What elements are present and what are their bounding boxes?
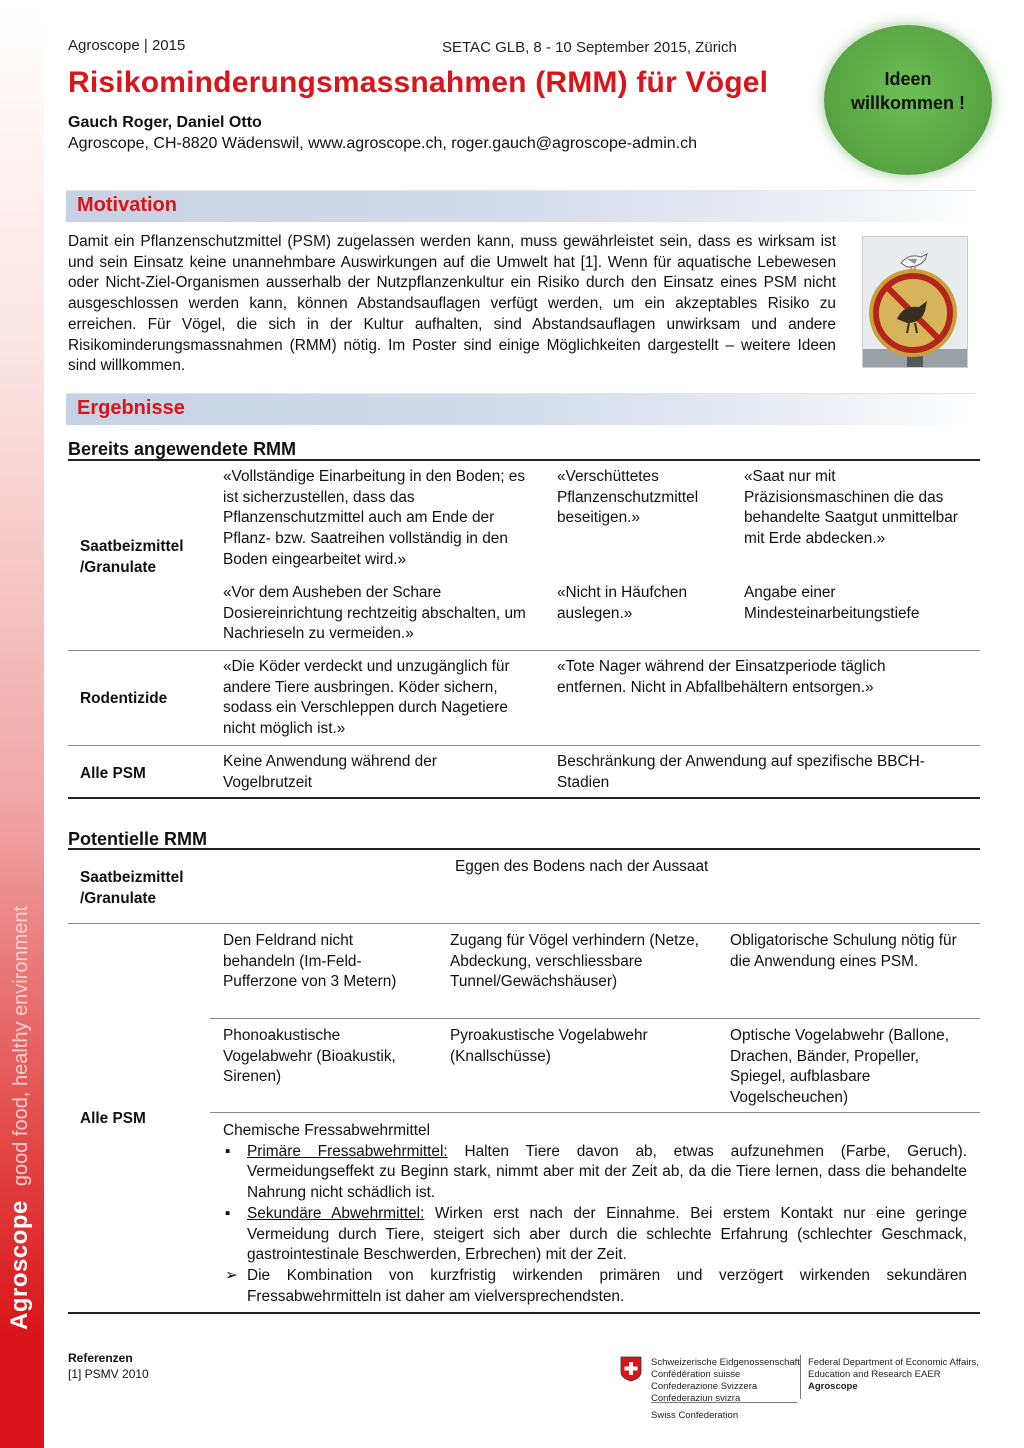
potential-r2a: Phonoakustische Vogelabwehr (Bioakustik, Sirenen) [223, 1027, 396, 1086]
publisher-line: Agroscope | 2015 [68, 37, 186, 54]
applied-seed-label: Saatbeizmittel /Granulate [80, 538, 184, 576]
square-bullet-icon: ▪ [225, 1142, 231, 1160]
applied-rule-bottom [68, 797, 980, 799]
ideas-welcome-badge [824, 25, 992, 175]
secondary-text: Wirken erst nach der Einnahme. Bei erstem Kontakt nur eine geringe Vermeidung durch Tiere, steigert sich aber durch die schlechte Erfahrung (schlechter Geschmack, gastrointestinale Beschwerden, Erbrechen) mit der Zeit. [247, 1204, 967, 1264]
confederation-it: Confederazione Svizzera [651, 1381, 758, 1392]
applied-seed-1c: «Saat nur mit Präzisionsmaschinen die das behandelte Saatgut unmittelbar mit Erde abdecken.» [744, 468, 958, 548]
no-birds-sign-photo [862, 236, 968, 368]
confederation-names [651, 1357, 800, 1405]
section-motivation-band [66, 190, 976, 222]
potential-rule-top [68, 848, 980, 850]
applied-rule-2 [68, 745, 980, 746]
section-results-heading: Ergebnisse [77, 397, 185, 419]
page-title: Risikominderungsmassnahmen (RMM) für Vögel [68, 66, 769, 99]
department [808, 1357, 979, 1393]
potential-seed-a: Eggen des Bodens nach der Aussaat [455, 858, 709, 875]
applied-rod-b: «Tote Nager während der Einsatzperiode täglich entfernen. Nicht in Abfallbehältern entsorgen.» [557, 658, 886, 696]
applied-rod-label: Rodentizide [80, 690, 168, 707]
authors: Gauch Roger, Daniel Otto [68, 114, 262, 131]
section-motivation-heading: Motivation [77, 194, 177, 216]
potential-r2b: Pyroakustische Vogelabwehr (Knallschüsse) [450, 1027, 648, 1065]
potential-r1c: Obligatorische Schulung nötig für die Anwendung eines PSM. [730, 932, 957, 970]
motivation-text: Damit ein Pflanzenschutzmittel (PSM) zugelassen werden kann, muss gewährleistet sein, dass es wirksam ist und sein Einsatz keine unannehmbare Auswirkungen auf die Umwelt hat [1]. Wenn für aquatische Lebewesen oder Nicht-Ziel-Organismen ausserhalb der Nutzpflanzenkultur ein Risiko durch den Einsatz eines PSM nicht ausgeschlossen werden kann, können Abstandsauflagen verfügt werden, um ein akzeptables Risiko zu erreichen. Für Vögel, die sich in der Kultur aufhalten, sind Abstandsauflagen unwirksam und andere Risikominderungsmassnahmen (RMM) nötig. Im Poster sind einige Möglichkeiten dargestellt – weitere Ideen sind willkommen. [68, 233, 836, 375]
applied-rule-top [68, 459, 980, 461]
potential-seed-label: Saatbeizmittel /Granulate [80, 869, 184, 907]
applied-all-a: Keine Anwendung während der Vogelbrutzeit [223, 753, 437, 791]
applied-all-b: Beschränkung der Anwendung auf spezifische BBCH-Stadien [557, 753, 925, 791]
list-item [223, 1204, 967, 1266]
potential-r2c: Optische Vogelabwehr (Ballone, Drachen, Bänder, Propeller, Spiegel, aufblasbare Vogelscheuchen) [730, 1027, 950, 1107]
potential-rule-3 [210, 1112, 980, 1113]
potential-r1b: Zugang für Vögel verhindern (Netze, Abdeckung, verschliessbare Tunnel/Gewächshäuser) [450, 932, 699, 991]
primary-text: Halten Tiere davon ab, etwas aufzunehmen (Farbe, Geruch). Vermeidungseffekt zu Beginn stark, nimmt aber mit der Zeit ab, da die Tiere lernen, dass die behandelte Nahrung nicht schädlich ist. [247, 1142, 967, 1202]
arrow-bullet-icon: ➢ [225, 1266, 238, 1284]
applied-seed-2a: «Vor dem Ausheben der Schare Dosiereinrichtung rechtzeitig abschalten, um Nachrieseln zu vermeiden.» [223, 584, 526, 643]
secondary-label: Sekundäre Abwehrmittel: [247, 1204, 425, 1222]
applied-rule-1 [68, 650, 980, 651]
confederation-rm: Confederaziun svizra [651, 1393, 741, 1404]
brand-sidebar-base [0, 1348, 44, 1448]
confederation-fr: Confédération suisse [651, 1369, 741, 1380]
references-heading: Referenzen [68, 1351, 133, 1365]
applied-seed-1b: «Verschüttetes Pflanzenschutzmittel beseitigen.» [557, 468, 699, 527]
sidebar-slogan: good food, healthy environment [10, 905, 32, 1187]
footer-vertical-divider [800, 1355, 801, 1399]
applied-rmm-heading: Bereits angewendete RMM [68, 439, 297, 459]
section-results-band [66, 393, 976, 425]
affiliation: Agroscope, CH-8820 Wädenswil, www.agroscope.ch, roger.gauch@agroscope-admin.ch [68, 135, 698, 152]
list-item [223, 1142, 967, 1204]
event-line: SETAC GLB, 8 - 10 September 2015, Zürich [442, 39, 737, 56]
potential-r1a: Den Feldrand nicht behandeln (Im-Feld-Pufferzone von 3 Metern) [223, 932, 397, 991]
potential-rule-1 [68, 923, 980, 924]
swiss-confederation: Swiss Confederation [651, 1410, 739, 1421]
conclusion-text: Die Kombination von kurzfristig wirkenden primären und verzögert wirkenden sekundären Fressabwehrmitteln ist daher am vielversprechendsten. [247, 1266, 967, 1305]
references [68, 1350, 149, 1382]
potential-rule-bottom [68, 1312, 980, 1314]
swiss-cross-icon [620, 1356, 642, 1382]
potential-all-label: Alle PSM [80, 1110, 146, 1127]
badge-text: Ideen willkommen ! [850, 69, 966, 113]
potential-rule-2 [210, 1018, 980, 1019]
reference-item: [1] PSMV 2010 [68, 1367, 149, 1381]
applied-seed-1a: «Vollständige Einarbeitung in den Boden; es ist sicherzustellen, dass das Pflanzenschutzmittel auch am Ende der Pflanz- bzw. Saatreihen vollständig in den Boden eingearbeitet wird.» [223, 468, 526, 568]
primary-label: Primäre Fressabwehrmittel: [247, 1142, 448, 1160]
applied-rod-a: «Die Köder verdeckt und unzugänglich für andere Tiere ausbringen. Köder sichern, sodass ein Verschleppen durch Nagetiere nicht möglich ist.» [223, 658, 510, 738]
applied-seed-2b: «Nicht in Häufchen auslegen.» [557, 584, 688, 622]
applied-all-label: Alle PSM [80, 765, 146, 782]
applied-seed-2c: Angabe einer Mindesteinarbeitungstiefe [744, 584, 920, 622]
chemical-repellents-title: Chemische Fressabwehrmittel [223, 1122, 430, 1139]
chemical-repellents-list [223, 1142, 967, 1308]
potential-rmm-heading: Potentielle RMM [68, 829, 208, 849]
square-bullet-icon: ▪ [225, 1204, 231, 1222]
footer-divider [651, 1402, 797, 1403]
department-line2: Education and Research EAER [808, 1369, 941, 1380]
chemical-repellents-block [223, 1121, 967, 1307]
sidebar-brand: Agroscope [6, 1200, 33, 1330]
department-line1: Federal Department of Economic Affairs, [808, 1357, 979, 1368]
sidebar-brand-text [6, 906, 34, 1330]
list-item [223, 1266, 967, 1307]
confederation-de: Schweizerische Eidgenossenschaft [651, 1357, 800, 1368]
department-line3: Agroscope [808, 1381, 858, 1392]
